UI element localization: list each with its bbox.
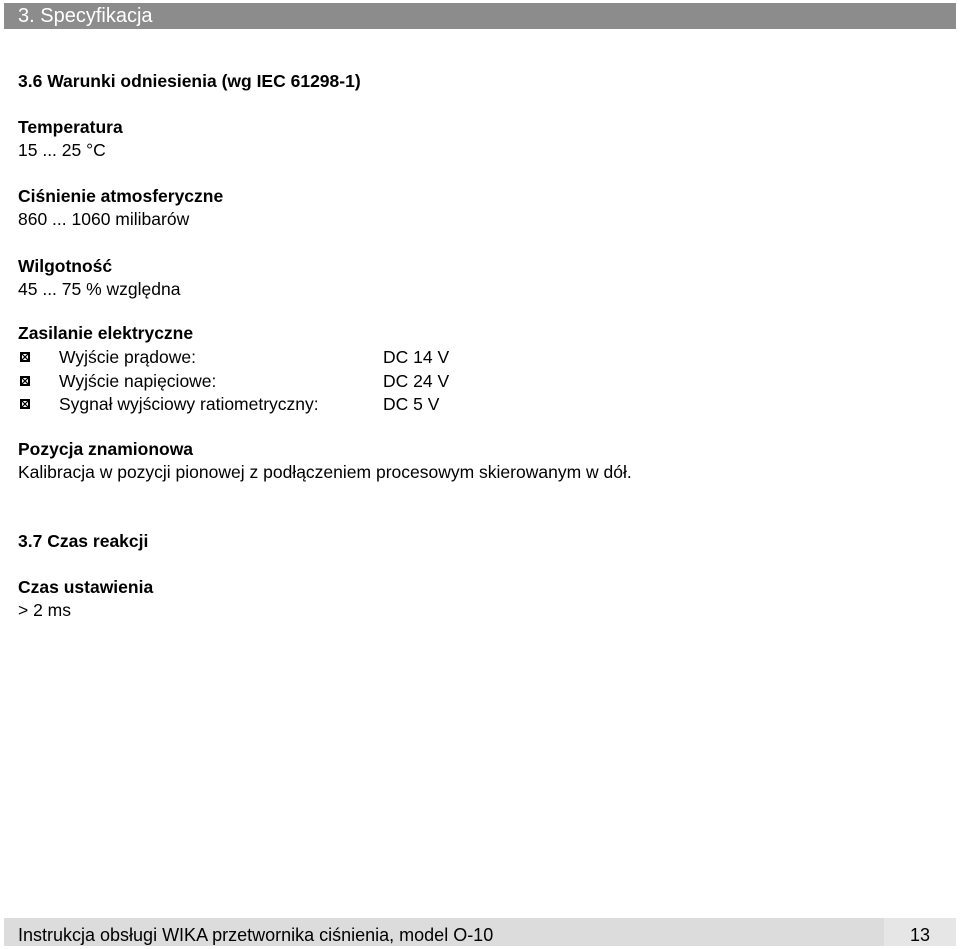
position-label: Pozycja znamionowa xyxy=(18,439,194,459)
temperature-value: 15 ... 25 °C xyxy=(18,140,106,160)
settling-time-value: > 2 ms xyxy=(18,600,72,620)
power-list-item xyxy=(18,370,718,392)
section-title: 3. Specyfikacja xyxy=(18,5,153,27)
square-bullet-icon xyxy=(20,376,30,386)
subsection-heading-3-6: 3.6 Warunki odniesienia (wg IEC 61298-1) xyxy=(18,71,361,91)
humidity-label: Wilgotność xyxy=(18,256,113,276)
section-header-bar xyxy=(4,3,956,29)
settling-time-label: Czas ustawienia xyxy=(18,577,154,597)
power-item-label: Wyjście napięciowe: xyxy=(59,371,217,391)
pressure-value: 860 ... 1060 milibarów xyxy=(18,209,190,229)
page-footer xyxy=(4,918,956,946)
pressure-label: Ciśnienie atmosferyczne xyxy=(18,186,224,206)
humidity-value: 45 ... 75 % względna xyxy=(18,279,181,299)
square-bullet-icon xyxy=(20,399,30,409)
power-item-label: Wyjście prądowe: xyxy=(59,347,196,367)
square-bullet-icon xyxy=(20,352,30,362)
power-item-label: Sygnał wyjściowy ratiometryczny: xyxy=(59,394,319,414)
power-list-item xyxy=(18,393,718,415)
subsection-heading-3-7: 3.7 Czas reakcji xyxy=(18,531,149,551)
power-item-value: DC 14 V xyxy=(383,347,450,367)
page-number-box xyxy=(884,918,956,946)
temperature-label: Temperatura xyxy=(18,117,123,137)
power-item-value: DC 24 V xyxy=(383,371,450,391)
power-item-value: DC 5 V xyxy=(383,394,440,414)
power-label: Zasilanie elektryczne xyxy=(18,323,194,343)
footer-title: Instrukcja obsługi WIKA przetwornika ciśnienia, model O-10 xyxy=(18,925,494,945)
position-value: Kalibracja w pozycji pionowej z podłączeniem procesowym skierowanym w dół. xyxy=(18,462,632,482)
power-list-item xyxy=(18,346,718,368)
page-number: 13 xyxy=(909,925,930,945)
